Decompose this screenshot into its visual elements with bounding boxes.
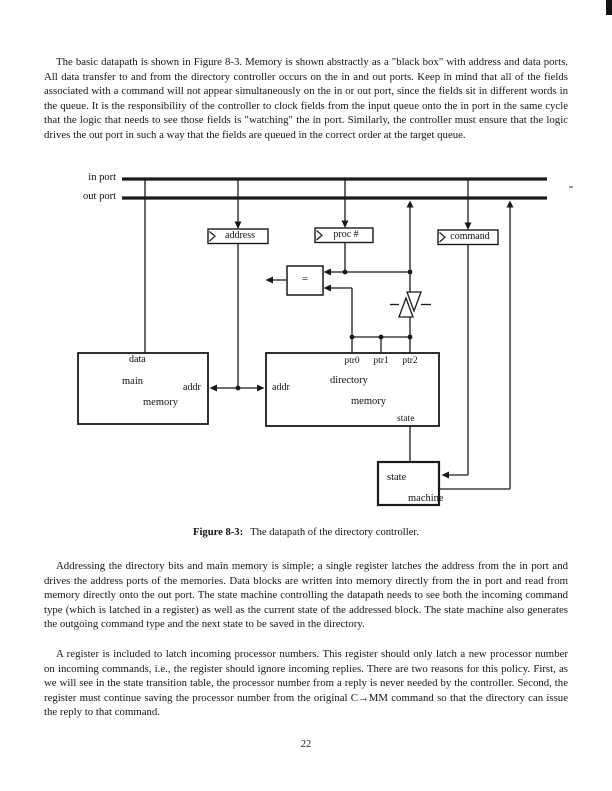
bus-label-in-port: in port <box>88 172 116 183</box>
figure-caption-label: Figure 8-3: <box>193 527 244 538</box>
directory-memory-ptr0-label: ptr0 <box>344 356 360 366</box>
bus-label-out-port: out port <box>83 191 116 202</box>
main-memory-data-port-label: data <box>129 354 146 365</box>
paragraph-3: A register is included to latch incoming processor numbers. This register should only latch a new processor number on incoming commands, i.e., the register should ignore incoming replies. There are two reasons for this policy. First, as we will see in the state transition table, the processor number from a reply is never needed by the controller. Second, the register must continue saving the processor number from the original C→MM command so that the directory can issue the reply to that command. <box>44 648 568 719</box>
figure-caption-text: The datapath of the directory controller. <box>250 527 419 538</box>
figure-caption <box>0 527 612 538</box>
register-label-address: address <box>225 230 255 241</box>
paragraph-1: The basic datapath is shown in Figure 8-3. Memory is shown abstractly as a "black box" with address and data ports. All data transfer to and from the directory controller occurs on the in and out ports. Keep in mind that all of the fields associated with a command will not appear simultaneously on the in or out port, since the fields sit in different words in the queue. It is the responsibility of the controller to clock fields from the input queue onto the in port in the same cycle that the logic that needs to see those fields is "watching" the in port. Similarly, the controller must ensure that the logic drives the out port in such a way that the fields are queued in the correct order at the target queue. <box>44 56 568 141</box>
paragraph-2: Addressing the directory bits and main memory is simple; a single register latches the address from the in port and drives the address ports of the memories. Data blocks are written into memory directly from the in port and read from memory directly onto the out port. The state machine controlling the datapath needs to see both the incoming command type (which is latched in a register) as well as the current state of the addressed block. The state machine also generates the outgoing command type and the next state to be saved in the directory. <box>44 560 568 631</box>
state-machine-title: state machine <box>387 472 444 504</box>
main-memory-addr-port-label: addr <box>183 382 201 393</box>
directory-memory-ptr2-label: ptr2 <box>402 356 418 366</box>
directory-memory-ptr1-label: ptr1 <box>373 356 389 366</box>
directory-memory-addr-port-label: addr <box>272 382 290 393</box>
register-label-proc-number: proc # <box>333 229 359 240</box>
register-label-command: command <box>450 231 490 242</box>
main-memory-title: main memory <box>122 376 178 408</box>
directory-memory-title: directory memory <box>330 375 386 407</box>
directory-memory-state-port-label: state <box>397 414 415 424</box>
page-number: 22 <box>300 739 312 750</box>
comparator-label: = <box>301 273 309 285</box>
